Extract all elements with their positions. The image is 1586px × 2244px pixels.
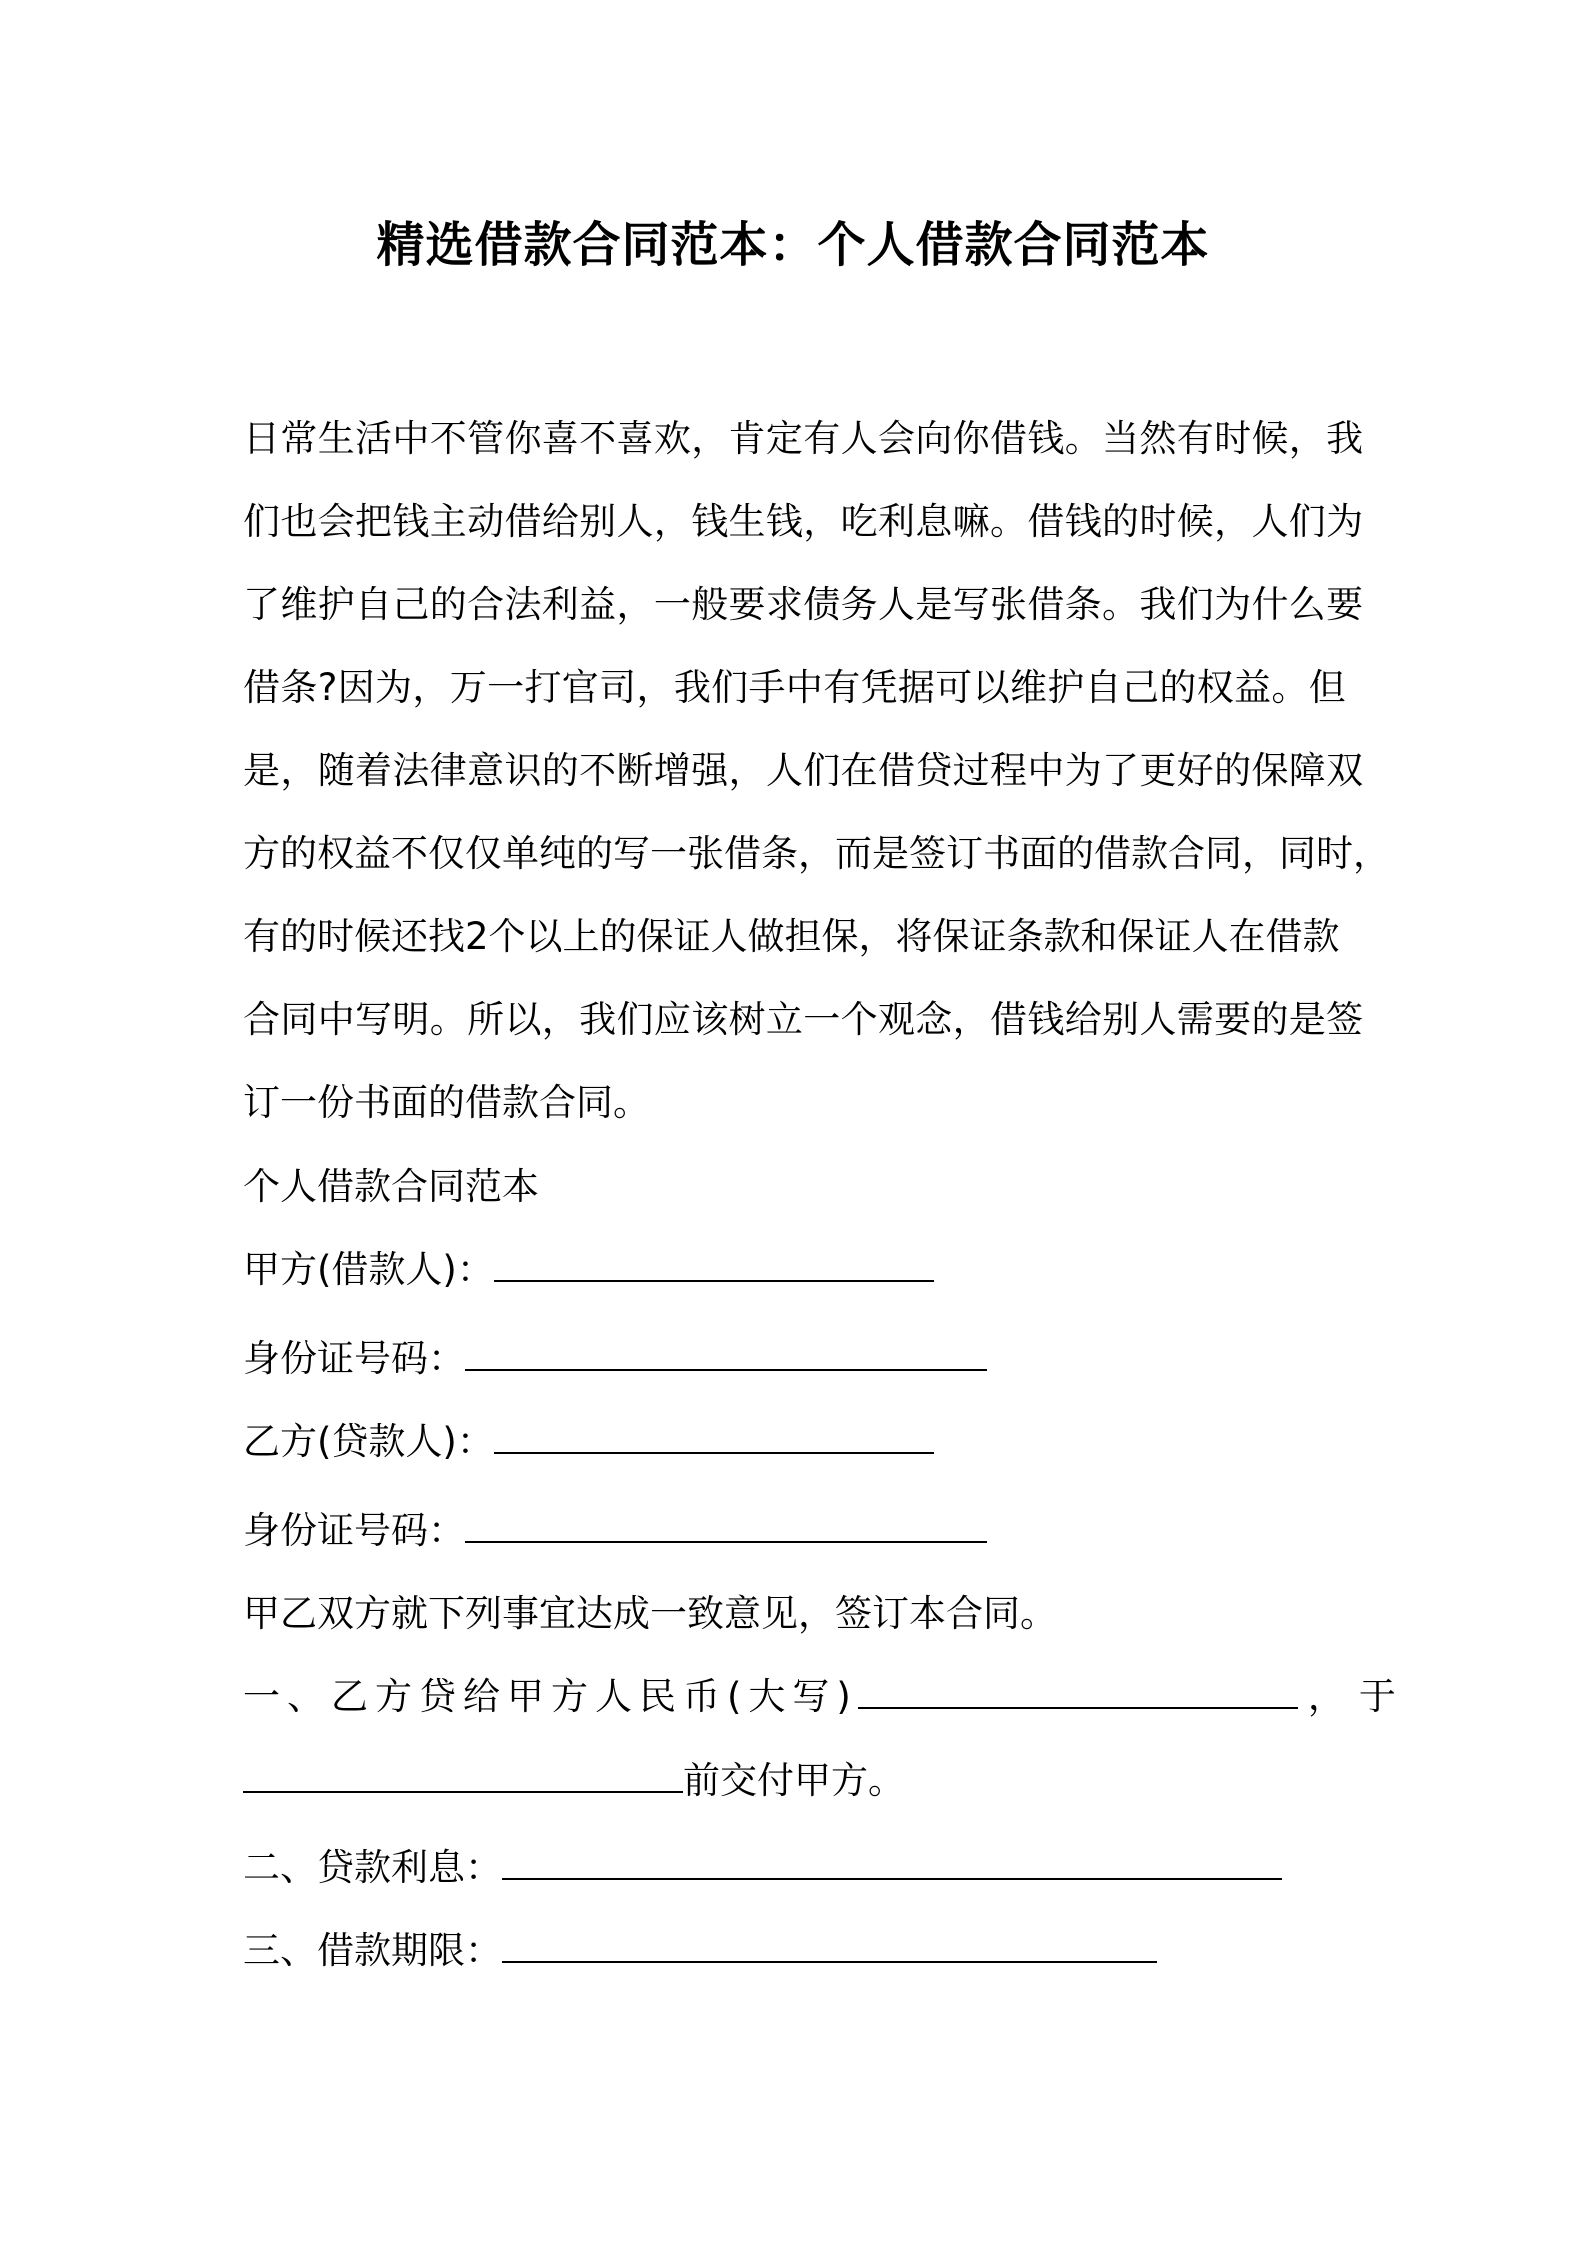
party-b-row [243, 1417, 934, 1467]
intro-line: 们也会把钱主动借给别人，钱生钱，吃利息嘛。借钱的时候，人们为 [243, 500, 1364, 543]
clause-1-date-blank[interactable] [243, 1759, 683, 1793]
intro-line: 了维护自己的合法利益，一般要求债务人是写张借条。我们为什么要 [243, 583, 1364, 626]
section-heading: 个人借款合同范本 [243, 1165, 539, 1208]
party-b-id-row [243, 1506, 987, 1556]
clause-3-blank[interactable] [502, 1929, 1157, 1963]
intro-line: 有的时候还找2个以上的保证人做担保，将保证条款和保证人在借款 [243, 915, 1340, 958]
party-a-id-blank[interactable] [465, 1337, 987, 1371]
party-b-blank[interactable] [494, 1420, 934, 1454]
clause-1-suffix: 前交付甲方。 [683, 1759, 905, 1802]
clause-1-row [243, 1672, 1410, 1722]
party-a-row [243, 1245, 934, 1295]
intro-line: 合同中写明。所以，我们应该树立一个观念，借钱给别人需要的是签 [243, 998, 1364, 1041]
party-a-blank[interactable] [494, 1248, 934, 1282]
clause-2-label: 二、贷款利息： [243, 1846, 502, 1889]
intro-line: 方的权益不仅仅单纯的写一张借条，而是签订书面的借款合同，同时， [243, 832, 1390, 875]
party-a-label: 甲方(借款人)： [243, 1248, 494, 1291]
clause-2-blank[interactable] [502, 1846, 1282, 1880]
intro-line: 订一份书面的借款合同。 [243, 1081, 650, 1124]
clause-1-prefix: 一、乙方贷给甲方人民币(大写) [243, 1675, 858, 1718]
clause-1-row-2 [243, 1756, 905, 1806]
clause-3-label: 三、借款期限： [243, 1929, 502, 1972]
party-a-id-row [243, 1334, 987, 1384]
party-b-label: 乙方(贷款人)： [243, 1420, 494, 1463]
party-a-id-label: 身份证号码： [243, 1337, 465, 1380]
intro-line: 日常生活中不管你喜不喜欢，肯定有人会向你借钱。当然有时候，我 [243, 417, 1364, 460]
agreement-text: 甲乙双方就下列事宜达成一致意见，签订本合同。 [243, 1592, 1057, 1635]
clause-2-row [243, 1843, 1282, 1893]
clause-1-mid: ，于 [1307, 1675, 1410, 1718]
party-b-id-label: 身份证号码： [243, 1509, 465, 1552]
page-title: 精选借款合同范本：个人借款合同范本 [376, 217, 1210, 273]
intro-line: 借条?因为，万一打官司，我们手中有凭据可以维护自己的权益。但 [243, 666, 1347, 709]
intro-line: 是，随着法律意识的不断增强，人们在借贷过程中为了更好的保障双 [243, 749, 1364, 792]
clause-3-row [243, 1926, 1157, 1976]
party-b-id-blank[interactable] [465, 1509, 987, 1543]
clause-1-amount-blank[interactable] [858, 1675, 1298, 1709]
